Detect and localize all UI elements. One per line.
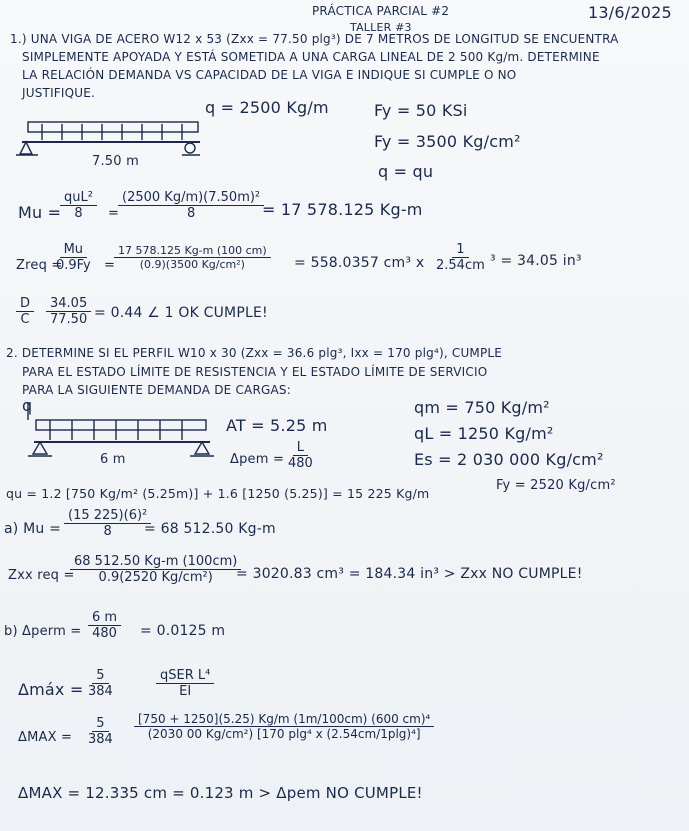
beam2-pin-support bbox=[33, 442, 47, 454]
problem2-tributary-area: AT = 5.25 m bbox=[226, 416, 328, 435]
problem1-statement-line1: 1.) UNA VIGA DE ACERO W12 x 53 (Zxx = 77.50 plg³) DE 7 METROS DE LONGITUD SE ENCUENTRA bbox=[10, 32, 619, 46]
problem2-b-dperm-numerator: 6 m bbox=[88, 610, 121, 626]
problem1-zreq-fraction2 bbox=[114, 244, 271, 271]
problem2-dmax2-numerator: 5 bbox=[92, 716, 108, 732]
problem2-factored-load: qu = 1.2 [750 Kg/m² (5.25m)] + 1.6 [1250 (5.25)] = 15 225 Kg/m bbox=[6, 486, 430, 501]
problem1-dc-numerator2: 34.05 bbox=[46, 296, 91, 312]
problem1-mu-numerator2: (2500 Kg/m)(7.50m)² bbox=[118, 190, 264, 206]
page-title: PRÁCTICA PARCIAL #2 bbox=[312, 4, 450, 18]
problem2-dmax2-label: ΔMAX = bbox=[18, 730, 73, 745]
problem1-mu-label: Mu = bbox=[18, 203, 62, 222]
problem2-zxx-label: Zxx req = bbox=[8, 568, 75, 583]
problem2-a-mu-label: a) Mu = bbox=[4, 521, 62, 537]
problem2-statement-line1: 2. DETERMINE SI EL PERFIL W10 x 30 (Zxx = 36.6 plg³, Ixx = 170 plg⁴), CUMPLE bbox=[6, 346, 503, 360]
problem1-span: 7.50 m bbox=[92, 154, 139, 169]
problem1-dc-result: = 0.44 ∠ 1 OK CUMPLE! bbox=[94, 305, 268, 321]
problem1-dc-fraction bbox=[16, 296, 34, 327]
problem1-dc-denominator: C bbox=[20, 312, 30, 327]
problem2-dmax-numerator: 5 bbox=[92, 668, 108, 684]
problem2-dperm-fraction bbox=[284, 440, 317, 471]
problem1-statement-line2: SIMPLEMENTE APOYADA Y ESTÁ SOMETIDA A UNA CARGA LINEAL DE 2 500 Kg/m. DETERMINE bbox=[22, 50, 600, 64]
problem1-mu-equals: = bbox=[108, 206, 120, 221]
problem2-load-label: q bbox=[22, 396, 33, 415]
problem2-zxx-fraction bbox=[70, 554, 241, 585]
problem2-dmax-fraction bbox=[84, 668, 117, 699]
problem1-conversion-denominator: 2.54cm bbox=[436, 258, 485, 273]
problem2-a-mu-result: = 68 512.50 Kg-m bbox=[144, 521, 276, 537]
problem1-zreq-denominator2: (0.9)(3500 Kg/cm²) bbox=[139, 258, 245, 271]
problem2-dmax-numerator2: qSER L⁴ bbox=[156, 668, 214, 684]
problem1-mu-denominator2: 8 bbox=[186, 206, 196, 221]
problem1-zreq-result: = 558.0357 cm³ x bbox=[294, 255, 425, 271]
problem2-b-dperm-result: = 0.0125 m bbox=[140, 623, 226, 639]
problem1-q-equals-qu: q = qu bbox=[378, 162, 434, 181]
problem1-statement-line4: JUSTIFIQUE. bbox=[22, 86, 96, 100]
beam1-load-band bbox=[28, 122, 198, 132]
problem2-dperm-denominator: 480 bbox=[288, 456, 313, 471]
problem1-fy-ksi: Fy = 50 KSi bbox=[374, 101, 468, 120]
problem2-dmax-denominator2: EI bbox=[179, 684, 192, 699]
problem2-live-load: qL = 1250 Kg/m² bbox=[414, 424, 554, 443]
problem2-final-result: ΔMAX = 12.335 cm = 0.123 m > Δpem NO CUMPLE! bbox=[18, 784, 423, 802]
problem1-mu-fraction2 bbox=[118, 190, 264, 221]
problem1-conversion-fraction bbox=[432, 242, 489, 273]
problem2-a-mu-fraction bbox=[64, 508, 151, 539]
problem1-dc-numerator: D bbox=[16, 296, 34, 312]
beam2-load-band bbox=[36, 420, 206, 430]
problem1-mu-denominator: 8 bbox=[74, 206, 83, 221]
problem2-dmax2-denominator2: (2030 00 Kg/cm²) [170 plg⁴ x (2.54cm/1plg)⁴] bbox=[147, 727, 421, 741]
problem1-conversion-numerator: 1 bbox=[452, 242, 468, 258]
problem1-mu-fraction bbox=[60, 190, 97, 221]
beam1-pin-support bbox=[20, 142, 32, 154]
problem2-fy: Fy = 2520 Kg/cm² bbox=[496, 478, 616, 493]
problem2-elastic-modulus: Es = 2 030 000 Kg/cm² bbox=[414, 450, 604, 469]
problem2-dmax-denominator: 384 bbox=[88, 684, 113, 699]
problem1-load: q = 2500 Kg/m bbox=[205, 98, 329, 117]
problem2-dmax2-numerator2: [750 + 1250](5.25) Kg/m (1m/100cm) (600 cm)⁴ bbox=[134, 712, 434, 727]
problem2-dead-load: qm = 750 Kg/m² bbox=[414, 398, 550, 417]
problem1-dc-denominator2: 77.50 bbox=[50, 312, 88, 327]
page-date: 13/6/2025 bbox=[588, 3, 672, 22]
problem1-zreq-label: Zreq = bbox=[16, 258, 63, 273]
problem1-zreq-equals: = bbox=[104, 258, 116, 273]
problem2-dmax-fraction2 bbox=[156, 668, 214, 699]
problem2-dmax2-fraction2 bbox=[134, 712, 434, 741]
problem2-dmax2-denominator: 384 bbox=[88, 732, 113, 747]
problem2-b-dperm-fraction bbox=[88, 610, 121, 641]
problem2-span: 6 m bbox=[100, 452, 126, 467]
problem1-fy-kgcm2: Fy = 3500 Kg/cm² bbox=[374, 132, 521, 151]
problem2-dmax2-fraction bbox=[84, 716, 117, 747]
problem2-dmax-label: Δmáx = bbox=[18, 680, 84, 699]
problem1-zreq-denominator: 0.9Fy bbox=[56, 258, 91, 273]
problem2-statement-line3: PARA LA SIGUIENTE DEMANDA DE CARGAS: bbox=[22, 383, 291, 397]
problem1-dc-fraction2 bbox=[46, 296, 91, 327]
problem2-b-dperm-denominator: 480 bbox=[92, 626, 117, 641]
problem2-dperm-label: Δpem = bbox=[230, 452, 285, 467]
beam2-pin-support-right bbox=[195, 442, 209, 454]
problem2-a-mu-denominator: 8 bbox=[103, 524, 112, 539]
beam1-roller-support bbox=[185, 143, 195, 153]
problem2-zxx-result: = 3020.83 cm³ = 184.34 in³ > Zxx NO CUMPLE! bbox=[236, 566, 583, 582]
problem2-dperm-numerator: L bbox=[293, 440, 308, 456]
problem1-conversion-result: ³ = 34.05 in³ bbox=[490, 253, 582, 269]
problem2-zxx-numerator: 68 512.50 Kg-m (100cm) bbox=[70, 554, 241, 570]
problem1-mu-numerator: quL² bbox=[60, 190, 97, 206]
problem1-zreq-numerator2: 17 578.125 Kg-m (100 cm) bbox=[114, 244, 271, 258]
problem1-statement-line3: LA RELACIÓN DEMANDA VS CAPACIDAD DE LA VIGA E INDIQUE SI CUMPLE O NO bbox=[22, 68, 517, 82]
problem2-a-mu-numerator: (15 225)(6)² bbox=[64, 508, 151, 524]
problem2-b-dperm-label: b) Δperm = bbox=[4, 624, 82, 639]
page-subtitle: TALLER #3 bbox=[350, 21, 412, 34]
problem1-zreq-fraction bbox=[52, 242, 95, 273]
problem1-zreq-numerator: Mu bbox=[60, 242, 87, 258]
problem2-statement-line2: PARA EL ESTADO LÍMITE DE RESISTENCIA Y EL ESTADO LÍMITE DE SERVICIO bbox=[22, 365, 488, 379]
problem1-mu-result: = 17 578.125 Kg-m bbox=[262, 200, 423, 219]
problem2-zxx-denominator: 0.9(2520 Kg/cm²) bbox=[98, 570, 213, 585]
